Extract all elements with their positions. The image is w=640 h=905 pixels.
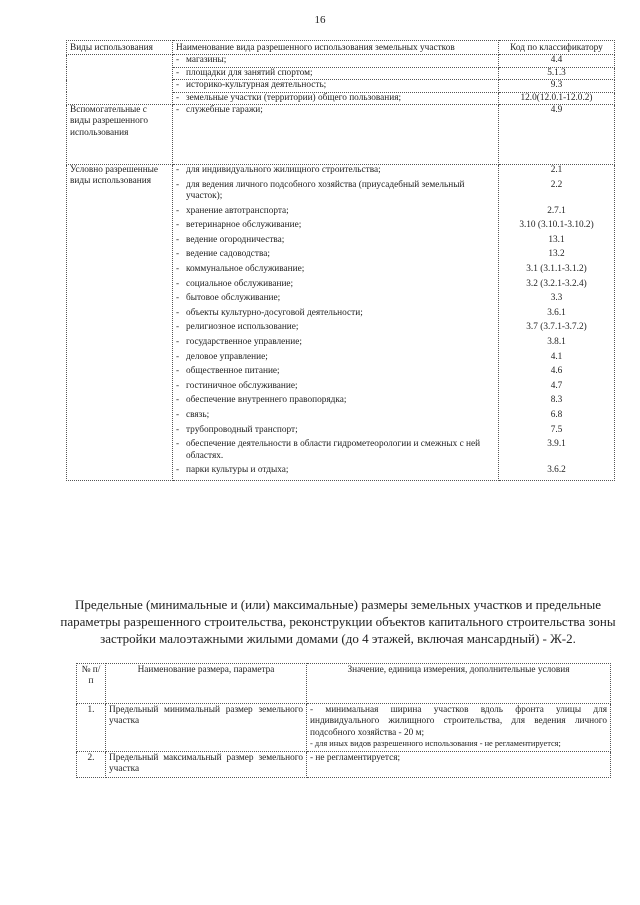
use-item bbox=[176, 293, 495, 308]
code-cell: 12.0(12.0.1-12.0.2) bbox=[499, 92, 615, 104]
type-cell: Вспомогательные с виды разрешенного использования bbox=[67, 105, 173, 165]
type-cell bbox=[67, 55, 173, 105]
use-item-label: парки культуры и отдыха; bbox=[186, 465, 289, 476]
bullet-dash: - bbox=[176, 92, 180, 103]
use-item bbox=[176, 235, 495, 250]
header-num: № п/п bbox=[77, 664, 106, 704]
use-item bbox=[176, 381, 495, 396]
use-item-label: площадки для занятий спортом; bbox=[186, 67, 313, 78]
code-cell: 9.3 bbox=[499, 80, 615, 92]
name-cell bbox=[173, 105, 499, 165]
code-value: 8.3 bbox=[550, 395, 563, 406]
parameter-value bbox=[307, 751, 611, 777]
name-cell bbox=[173, 67, 499, 79]
type-cell: Условно разрешенные виды использования bbox=[67, 165, 173, 481]
bullet-dash: - bbox=[176, 351, 180, 362]
code-value: 3.2 (3.2.1-3.2.4) bbox=[526, 278, 587, 289]
use-item bbox=[176, 439, 495, 465]
table-row bbox=[67, 105, 615, 165]
code-cell: 4.4 bbox=[499, 55, 615, 67]
code-cell: 5.1.3 bbox=[499, 67, 615, 79]
parameter-name: Предельный максимальный размер земельного участка bbox=[106, 751, 307, 777]
use-item bbox=[176, 308, 495, 323]
code-value: 4.9 bbox=[550, 105, 563, 116]
use-item-label: обеспечение деятельности в области гидрометеорологии и смежных с ней областях. bbox=[186, 439, 481, 461]
bullet-dash: - bbox=[176, 179, 180, 190]
bullet-dash: - bbox=[176, 380, 180, 391]
use-item bbox=[176, 352, 495, 367]
use-item-label: трубопроводный транспорт; bbox=[186, 424, 298, 435]
use-item bbox=[176, 105, 495, 116]
parameter-value-extra: - для иных видов разрешенного использования - не регламентируется; bbox=[310, 739, 561, 749]
row-number: 1. bbox=[77, 704, 106, 752]
page-number: 16 bbox=[314, 14, 326, 26]
code-cell bbox=[499, 165, 615, 481]
parameter-value-main: - не регламентируется; bbox=[310, 752, 401, 763]
use-item bbox=[176, 366, 495, 381]
bullet-dash: - bbox=[176, 409, 180, 420]
bullet-dash: - bbox=[176, 439, 180, 450]
use-item bbox=[176, 337, 495, 352]
use-item-label: государственное управление; bbox=[186, 336, 302, 347]
use-item bbox=[176, 93, 495, 104]
use-item-label: деловое управление; bbox=[186, 351, 268, 362]
code-value: 13.2 bbox=[548, 249, 565, 260]
use-item-label: общественное питание; bbox=[186, 366, 280, 377]
use-item-label: ведение огородничества; bbox=[186, 234, 285, 245]
bullet-dash: - bbox=[176, 366, 180, 377]
header-code: Код по классификатору bbox=[499, 41, 615, 55]
header-name: Наименование размера, параметра bbox=[106, 664, 307, 704]
bullet-dash: - bbox=[176, 249, 180, 260]
table-row bbox=[77, 704, 611, 752]
use-item bbox=[176, 68, 495, 79]
bullet-dash: - bbox=[176, 322, 180, 333]
bullet-dash: - bbox=[176, 67, 180, 78]
bullet-dash: - bbox=[176, 234, 180, 245]
table-header-row bbox=[67, 41, 615, 55]
use-item bbox=[176, 465, 495, 480]
use-item bbox=[176, 180, 495, 206]
use-item bbox=[176, 206, 495, 221]
bullet-dash: - bbox=[176, 307, 180, 318]
bullet-dash: - bbox=[176, 55, 180, 66]
use-item-label: магазины; bbox=[186, 55, 227, 66]
code-value: 3.6.1 bbox=[547, 307, 566, 318]
bullet-dash: - bbox=[176, 105, 180, 116]
code-value: 3.8.1 bbox=[547, 336, 566, 347]
bullet-dash: - bbox=[176, 424, 180, 435]
table-header-row bbox=[77, 664, 611, 704]
code-value: 2.7.1 bbox=[547, 205, 566, 216]
use-item bbox=[176, 165, 495, 180]
parameter-value bbox=[307, 704, 611, 752]
name-cell bbox=[173, 55, 499, 67]
bullet-dash: - bbox=[176, 293, 180, 304]
use-item-label: для индивидуального жилищного строительства; bbox=[186, 165, 381, 176]
code-value: 2.2 bbox=[550, 179, 563, 190]
parameters-caption: Предельные (минимальные и (или) максимальные) размеры земельных участков и предельные параметры разрешенного строительства, реконструкции объектов капитального строительства зоны застройки малоэтажными жилыми домами (до 4 этажей, включая мансардный) - Ж-2. bbox=[60, 597, 616, 646]
use-item-label: для ведения личного подсобного хозяйства (приусадебный земельный участок); bbox=[186, 179, 465, 202]
code-cell bbox=[499, 105, 615, 165]
header-name: Наименование вида разрешенного использования земельных участков bbox=[173, 41, 499, 55]
use-item bbox=[176, 55, 495, 66]
use-item bbox=[176, 322, 495, 337]
bullet-dash: - bbox=[176, 80, 180, 91]
parameter-name: Предельный минимальный размер земельного участка bbox=[106, 704, 307, 752]
code-value: 4.1 bbox=[550, 351, 563, 362]
use-item bbox=[176, 264, 495, 279]
use-item-label: земельные участки (территории) общего пользования; bbox=[186, 92, 402, 103]
table-row bbox=[67, 165, 615, 481]
code-value: 3.3 bbox=[550, 293, 563, 304]
use-item-label: хранение автотранспорта; bbox=[186, 205, 289, 216]
bullet-dash: - bbox=[176, 395, 180, 406]
use-item-label: гостиничное обслуживание; bbox=[186, 380, 298, 391]
row-number: 2. bbox=[77, 751, 106, 777]
use-item bbox=[176, 220, 495, 235]
name-cell bbox=[173, 80, 499, 92]
use-item-label: обеспечение внутреннего правопорядка; bbox=[186, 395, 347, 406]
bullet-dash: - bbox=[176, 220, 180, 231]
code-value: 3.9.1 bbox=[547, 439, 566, 450]
code-value: 3.10 (3.10.1-3.10.2) bbox=[519, 220, 594, 231]
use-item-label: социальное обслуживание; bbox=[186, 278, 294, 289]
use-item-label: бытовое обслуживание; bbox=[186, 293, 281, 304]
bullet-dash: - bbox=[176, 465, 180, 476]
code-value: 3.7 (3.7.1-3.7.2) bbox=[526, 322, 587, 333]
bullet-dash: - bbox=[176, 278, 180, 289]
use-item bbox=[176, 395, 495, 410]
code-value: 3.6.2 bbox=[547, 465, 566, 476]
code-value: 13.1 bbox=[548, 234, 565, 245]
code-value: 7.5 bbox=[550, 424, 563, 435]
use-item bbox=[176, 80, 495, 91]
table-row bbox=[67, 55, 615, 67]
code-value: 2.1 bbox=[550, 165, 563, 176]
name-cell bbox=[173, 165, 499, 481]
use-item-label: связь; bbox=[186, 409, 210, 420]
use-item-label: ведение садоводства; bbox=[186, 249, 270, 260]
bullet-dash: - bbox=[176, 264, 180, 274]
header-type: Виды использования bbox=[67, 41, 173, 55]
bullet-dash: - bbox=[176, 336, 180, 347]
use-item-label: коммунальное обслуживание; bbox=[186, 264, 305, 274]
use-item bbox=[176, 279, 495, 294]
use-item-label: объекты культурно-досуговой деятельности; bbox=[186, 307, 363, 318]
name-cell bbox=[173, 92, 499, 104]
use-item bbox=[176, 410, 495, 425]
code-value: 6.8 bbox=[550, 409, 563, 420]
parameter-value-main: - минимальная ширина участков вдоль фронта улицы для индивидуального жилищного строительства, для ведения личного подсобного хозяйства - 20 м; bbox=[310, 705, 607, 738]
land-use-table bbox=[66, 40, 615, 481]
bullet-dash: - bbox=[176, 165, 180, 176]
use-item-label: ветеринарное обслуживание; bbox=[186, 220, 302, 231]
parameters-table bbox=[76, 663, 611, 778]
code-value: 4.7 bbox=[550, 380, 563, 391]
code-value: 3.1 (3.1.1-3.1.2) bbox=[526, 264, 587, 274]
use-item-label: историко-культурная деятельность; bbox=[186, 80, 327, 91]
use-item-label: служебные гаражи; bbox=[186, 105, 263, 116]
use-item bbox=[176, 249, 495, 264]
table-row bbox=[77, 751, 611, 777]
code-value: 4.6 bbox=[550, 366, 563, 377]
use-item-label: религиозное использование; bbox=[186, 322, 299, 333]
use-item bbox=[176, 425, 495, 440]
header-value: Значение, единица измерения, дополнительные условия bbox=[307, 664, 611, 704]
bullet-dash: - bbox=[176, 205, 180, 216]
